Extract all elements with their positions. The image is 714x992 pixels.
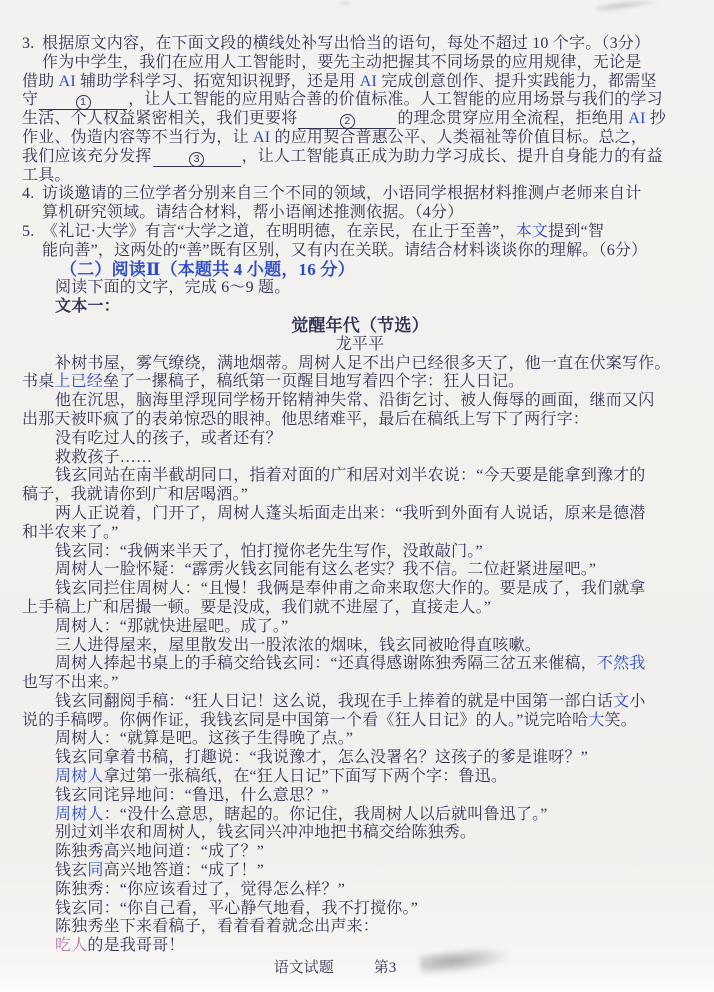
- text-line: [22, 167, 698, 186]
- fill-in-blank: [153, 151, 241, 167]
- text-run: 垒了一摞稿子，稿纸第一页醒目地写着四个字：狂人日记。: [103, 373, 525, 391]
- text-run: 钱玄同拿着书稿，打趣说：“我说豫才，怎么没署名？这孩子的爹是谁呀？”: [55, 749, 589, 767]
- text-run: ：“没什么意思，瞎起的。你记住，我周树人以后就叫鲁迅了。”: [103, 805, 548, 823]
- text-run: 借助: [22, 72, 59, 90]
- text-run: 周树人：“那就快进屋吧。成了。”: [55, 617, 289, 635]
- text-line: [22, 862, 698, 881]
- item-number: 3.: [22, 35, 35, 52]
- text-line: [22, 824, 698, 843]
- text-run: 的是我哥哥！: [87, 937, 185, 955]
- text-run: ，让人工智能真正成为助力学习成长、提升自身能力的有益: [241, 147, 663, 165]
- circled-number: 1: [76, 95, 91, 110]
- item-text: [42, 223, 604, 242]
- text-line: [22, 543, 698, 562]
- text-run: 同: [87, 862, 104, 880]
- page-footer: [0, 956, 692, 977]
- text-run: 阅读下面的文字，完成 6～9 题。: [55, 279, 291, 297]
- text-run: 补树书屋，雾气缭绕，满地烟蒂。周树人足不出户已经很多天了，他一直在伏案写作。: [55, 354, 671, 372]
- text-run: 文: [613, 692, 630, 710]
- text-run: 访谈邀请的三位学者分别来自三个不同的领域，小语同学根据材料推测卢老师来自计: [42, 185, 642, 203]
- text-run: 钱玄同诧异地问：“鲁迅，什么意思？”: [55, 786, 329, 804]
- question-3: [22, 35, 698, 54]
- text-line: [22, 618, 698, 637]
- text-run: 工具。: [22, 166, 71, 184]
- text-line: [22, 355, 698, 374]
- text-run: 钱玄同站在南半截胡同口，指着对面的广和居对刘半农说：“今天要是能拿到豫才的: [55, 467, 646, 485]
- passage-author: [22, 336, 698, 355]
- text-line: [22, 129, 698, 148]
- text-run: 拿过第一张稿纸，在“狂人日记”下面写下两个字：鲁迅。: [103, 768, 508, 786]
- text-run: 钱玄同拦住周树人：“且慢！我俩是奉仲甫之命来取您大作的。要是成了，我们就拿: [55, 580, 646, 598]
- text-run: 能向善”，这两处的“善”既有区别，又有内在关联。请结合材料谈谈你的理解。（6分）: [42, 241, 648, 259]
- text-run: 龙平平: [335, 335, 385, 353]
- text-run: 救救孩子……: [55, 448, 153, 466]
- text-run: 周树人: [55, 805, 104, 823]
- text-run: 算机研究领域。请结合材料，帮小语阐述推测依据。（4分）: [42, 204, 464, 222]
- text-line: [22, 693, 698, 712]
- text-run: AI: [359, 72, 378, 90]
- text-run: （二）阅读Ⅱ（本题共 4 小题，16 分）: [60, 259, 355, 279]
- text-line: [22, 524, 698, 543]
- text-run: AI: [628, 110, 646, 128]
- text-line: [22, 411, 698, 430]
- text-run: 钱玄同：“我俩来半天了，怕打搅你老先生写作，没敢敲门。”: [55, 542, 483, 560]
- question-4: [22, 185, 698, 204]
- text-line: [22, 599, 698, 618]
- text-run: 说的手稿啰。你俩作证，我钱玄同是中国第一个看《狂人日记》的人。”说完哈哈: [22, 711, 589, 729]
- text-one-label: [22, 298, 698, 317]
- text-run: AI: [58, 72, 76, 90]
- item-number: 5.: [22, 222, 35, 240]
- text-line: [22, 918, 698, 937]
- text-run: 《礼记·大学》有言“大学之道，在明明德，在亲民，在止于至善”，: [42, 222, 516, 240]
- text-run: 不然我: [596, 655, 646, 673]
- text-run: 根据原文内容，在下面文段的横线处补写出恰当的语句，每处不超过 10 个字。（3分）: [42, 35, 651, 52]
- passage-title: [22, 317, 698, 336]
- text-run: 没有吃过人的孩子，或者还有？: [55, 429, 282, 447]
- text-run: 钱玄同翻阅手稿：“狂人日记！这么说，我现在手上捧着的就是中国第一部白话: [55, 692, 614, 710]
- text-run: 觉醒年代（节选）: [291, 315, 429, 335]
- circled-number: 3: [189, 152, 204, 167]
- section-heading: [22, 261, 698, 280]
- text-run: 稿子，我就请你到广和居喝酒。”: [22, 486, 249, 504]
- text-run: 和半农来了。”: [22, 523, 119, 541]
- text-line: [22, 768, 698, 787]
- text-line: [22, 148, 698, 167]
- fill-in-blank: [298, 113, 396, 129]
- text-run: 钱玄: [55, 862, 88, 880]
- text-run: 辅助学科学习、拓宽知识视野，还是用: [75, 72, 360, 90]
- text-line: [22, 91, 698, 110]
- text-run: 钱玄同：“你自己看，平心静气地看，我不打搅你。”: [55, 899, 419, 917]
- text-run: 出那天被吓疯了的表弟惊恐的眼神。他思绪难平，最后在稿纸上写下了两行字：: [22, 410, 590, 428]
- text-line: [22, 674, 698, 693]
- text-line: [22, 730, 698, 749]
- text-run: 抄: [645, 110, 667, 128]
- text-line: [22, 486, 698, 505]
- text-run: 三人进得屋来，屋里散发出一股浓浓的烟味，钱玄同被呛得直咳嗽。: [55, 636, 542, 654]
- footer-page-number: 第3: [373, 960, 397, 976]
- item-text: [42, 185, 641, 204]
- text-line: [22, 505, 698, 524]
- text-line: [22, 373, 698, 392]
- text-run: 陈独秀：“你应该看过了，觉得怎么样？”: [55, 880, 346, 898]
- text-run: 陈独秀高兴地问道：“成了？”: [55, 843, 265, 861]
- text-line: [22, 467, 698, 486]
- text-run: 大: [588, 711, 605, 729]
- text-line: [22, 787, 698, 806]
- text-line: [22, 580, 698, 599]
- text-line: [22, 54, 698, 73]
- text-line: [22, 843, 698, 862]
- text-line: [22, 900, 698, 919]
- text-run: 他在沉思，脑海里浮现同学杨开铭精神失常、沿街乞讨、被人侮辱的画面，继而又闪: [55, 392, 655, 410]
- text-line: [22, 655, 698, 674]
- text-run: 我们应该充分发挥: [22, 147, 152, 165]
- text-run: 周树人捧起书桌上的手稿交给钱玄同：“还真得感谢陈独秀隔三岔五来催稿，: [55, 655, 597, 673]
- text-line: [22, 806, 698, 825]
- text-run: 也写不出来。”: [22, 674, 119, 692]
- page-bottom-edge: [0, 976, 714, 992]
- text-run: 高兴地答道：“成了！”: [103, 862, 265, 880]
- text-run: 书桌: [22, 373, 55, 391]
- text-run: 周树人：“就算是吧。这孩子生得晚了点。”: [55, 730, 354, 748]
- text-run: 本文: [515, 222, 549, 240]
- text-run: 周树人一脸怀疑：“霹雳火钱玄同能有这么老实？我不信。二位赶紧进屋吧。”: [55, 561, 597, 579]
- text-run: 守: [22, 91, 39, 109]
- text-run: 别过刘半农和周树人，钱玄同兴冲冲地把书稿交给陈独秀。: [55, 824, 477, 842]
- text-run: 作为中学生，我们在应用人工智能时，要先主动把握其不同场景的应用规律，无论是: [42, 53, 642, 71]
- text-line: [22, 392, 698, 411]
- highlighted-quote: [22, 937, 698, 956]
- item-text: [42, 35, 650, 54]
- text-line: [22, 110, 698, 129]
- question-5: [22, 223, 698, 242]
- text-run: 两人正说着，门开了，周树人蓬头垢面走出来：“我听到外面有人说话，原来是德潜: [55, 504, 646, 522]
- text-run: 上已经: [54, 373, 104, 391]
- text-run: 生活、个人权益紧密相关，我们更要将: [22, 110, 298, 128]
- text-run: 的理念贯穿应用全流程，拒绝用: [397, 110, 629, 128]
- text-line: [22, 73, 698, 92]
- text-run: 笑。: [604, 711, 637, 729]
- text-line: [22, 637, 698, 656]
- text-run: 完成创意创作、提升实践能力，都需坚: [377, 72, 657, 90]
- circled-number: 2: [340, 114, 355, 129]
- text-line: [22, 712, 698, 731]
- text-line: [22, 204, 698, 223]
- footer-doc-title: 语文试题: [273, 960, 334, 976]
- text-line: [22, 430, 698, 449]
- text-run: AI: [253, 128, 271, 146]
- text-run: 周树人: [55, 768, 104, 786]
- text-run: 小: [629, 692, 646, 710]
- text-line: [22, 749, 698, 768]
- text-line: [22, 242, 698, 261]
- text-run: 陈独秀坐下来看稿子，看着看着就念出声来：: [55, 918, 380, 936]
- text-run: 上手稿上广和居撮一顿。要是没成，我们就不进屋了，直接走人。”: [22, 598, 492, 616]
- text-line: [22, 449, 698, 468]
- text-run: 提到“智: [548, 222, 605, 240]
- text-line: [22, 881, 698, 900]
- text-run: 吃人: [55, 937, 88, 955]
- text-line: [22, 561, 698, 580]
- text-line: [22, 279, 698, 298]
- text-run: 作业、伪造内容等不当行为，让: [22, 128, 254, 146]
- text-run: 文本一：: [55, 298, 120, 316]
- text-run: ，让人工智能的应用贴合善的价值标准。人工智能的应用场景与我们的学习: [128, 91, 663, 109]
- text-run: 的应用契合普惠公平、人类福祉等价值目标。总之，: [270, 128, 648, 146]
- item-number: 4.: [22, 185, 35, 203]
- fill-in-blank: [39, 94, 127, 110]
